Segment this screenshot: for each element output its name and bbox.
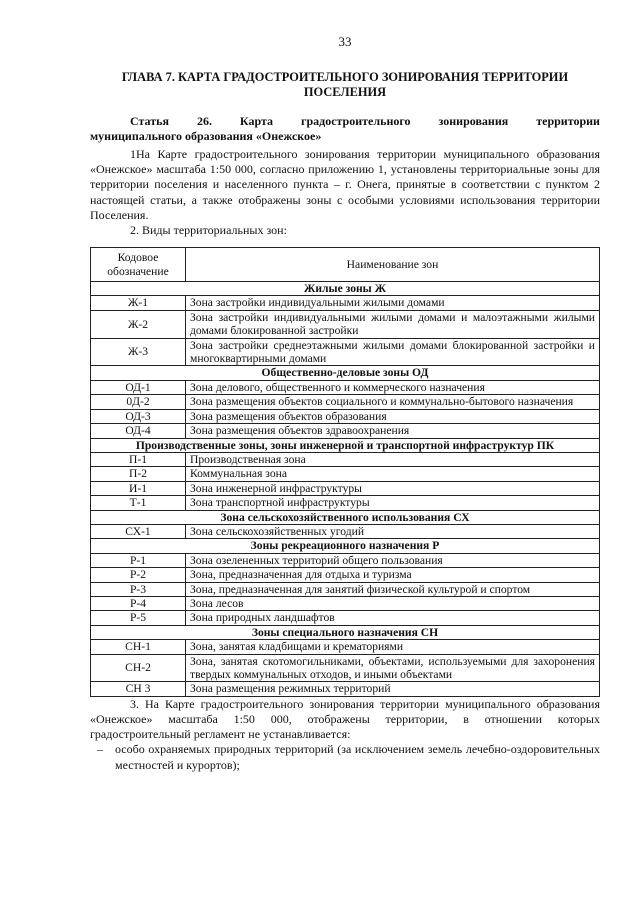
- paragraph-1: 1На Карте градостроительного зонирования территории муниципального образования «Онежское» масштаба 1:50 000, согласно приложению 1, установлены территориальные зоны для территории поселения и населенного пункта – г. Онега, принятые в соответствии с пунктом 2 настоящей статьи, а также отображены зоны с особыми условиями использования территории Поселения.: [90, 147, 600, 222]
- zone-code: Т-1: [91, 496, 186, 510]
- zone-code: СН-2: [91, 654, 186, 682]
- zone-group-title: Зона сельскохозяйственного использования СХ: [91, 510, 600, 524]
- zone-group-title: Производственные зоны, зоны инженерной и транспортной инфраструктур ПК: [91, 438, 600, 452]
- zone-name: Зона застройки среднеэтажными жилыми домами блокированной застройки и многоквартирными домами: [186, 338, 600, 366]
- table-row: [91, 596, 600, 610]
- zone-code: ОД-3: [91, 409, 186, 423]
- header-name: Наименование зон: [186, 248, 600, 282]
- zone-name: Зона застройки индивидуальными жилыми домами: [186, 296, 600, 310]
- zone-code: П-2: [91, 467, 186, 481]
- zone-name: Зона, предназначенная для отдыха и туризма: [186, 568, 600, 582]
- zone-group-title: Жилые зоны Ж: [91, 282, 600, 296]
- zone-code: П-1: [91, 452, 186, 466]
- zone-code: Р-2: [91, 568, 186, 582]
- table-group-row: [91, 282, 600, 296]
- zone-name: Производственная зона: [186, 452, 600, 466]
- zone-name: Зона застройки индивидуальными жилыми домами и малоэтажными жилыми домами блокированной застройки: [186, 310, 600, 338]
- document-page: [90, 34, 600, 773]
- dash-marker: –: [97, 742, 103, 757]
- article-word: Статья: [130, 114, 169, 128]
- list-item: [90, 742, 600, 772]
- table-row: [91, 611, 600, 625]
- zone-code: Р-1: [91, 553, 186, 567]
- table-row: [91, 553, 600, 567]
- zone-group-title: Зоны рекреационного назначения Р: [91, 539, 600, 553]
- table-group-row: [91, 366, 600, 380]
- zone-name: Зона размещения объектов социального и коммунально-бытового назначения: [186, 395, 600, 409]
- zone-code: СХ-1: [91, 524, 186, 538]
- zone-group-title: Зоны специального назначения СН: [91, 625, 600, 639]
- table-row: [91, 452, 600, 466]
- article-word: территории: [536, 114, 600, 128]
- table-row: [91, 682, 600, 696]
- zone-name: Зона, занятая скотомогильниками, объектами, используемыми для захоронения твердых коммунальных отходов, и иными объектами: [186, 654, 600, 682]
- zones-table-body: [91, 282, 600, 697]
- zone-code: ОД-4: [91, 424, 186, 438]
- table-row: [91, 409, 600, 423]
- zone-name: Зона лесов: [186, 596, 600, 610]
- table-group-row: [91, 510, 600, 524]
- article-word: Карта: [239, 114, 274, 128]
- zone-name: Зона размещения объектов образования: [186, 409, 600, 423]
- table-row: [91, 310, 600, 338]
- zone-code: Р-3: [91, 582, 186, 596]
- zone-name: Зона природных ландшафтов: [186, 611, 600, 625]
- table-row: [91, 654, 600, 682]
- zone-name: Зона инженерной инфраструктуры: [186, 481, 600, 495]
- article-word: 26.: [196, 114, 212, 128]
- table-row: [91, 640, 600, 654]
- zone-name: Зона делового, общественного и коммерческого назначения: [186, 380, 600, 394]
- article-word: зонирования: [438, 114, 509, 128]
- table-row: [91, 380, 600, 394]
- zone-code: Р-5: [91, 611, 186, 625]
- article-title-line2: муниципального образования «Онежское»: [90, 129, 322, 143]
- table-row: [91, 568, 600, 582]
- table-header-row: [91, 248, 600, 282]
- table-row: [91, 467, 600, 481]
- zone-code: Р-4: [91, 596, 186, 610]
- zone-code: И-1: [91, 481, 186, 495]
- paragraph-2: 2. Виды территориальных зон:: [130, 223, 287, 238]
- zone-code: СН 3: [91, 682, 186, 696]
- table-row: [91, 296, 600, 310]
- zone-name: Коммунальная зона: [186, 467, 600, 481]
- zone-code: Ж-2: [91, 310, 186, 338]
- page-number: 33: [338, 34, 352, 49]
- zones-table: [90, 247, 600, 697]
- zone-name: Зона озелененных территорий общего пользования: [186, 553, 600, 567]
- table-group-row: [91, 539, 600, 553]
- chapter-title: ГЛАВА 7. КАРТА ГРАДОСТРОИТЕЛЬНОГО ЗОНИРОВАНИЯ ТЕРРИТОРИИ ПОСЕЛЕНИЯ: [121, 70, 569, 99]
- zone-group-title: Общественно-деловые зоны ОД: [91, 366, 600, 380]
- table-group-row: [91, 438, 600, 452]
- zone-name: Зона размещения объектов здравоохранения: [186, 424, 600, 438]
- article-word: градостроительного: [301, 114, 411, 128]
- table-row: [91, 524, 600, 538]
- zone-name: Зона сельскохозяйственных угодий: [186, 524, 600, 538]
- zone-name: Зона, занятая кладбищами и крематориями: [186, 640, 600, 654]
- zone-code: СН-1: [91, 640, 186, 654]
- zone-code: Ж-1: [91, 296, 186, 310]
- paragraph-3: 3. На Карте градостроительного зонирования территории муниципального образования «Онежское» масштаба 1:50 000, отображены территории, в отношении которых градостроительный регламент не устанавливается:: [90, 696, 600, 742]
- table-group-row: [91, 625, 600, 639]
- zone-name: Зона размещения режимных территорий: [186, 682, 600, 696]
- table-row: [91, 582, 600, 596]
- zone-code: ОД-1: [91, 380, 186, 394]
- table-row: [91, 496, 600, 510]
- zone-name: Зона, предназначенная для занятий физической культурой и спортом: [186, 582, 600, 596]
- zone-code: Ж-3: [91, 338, 186, 366]
- article-title-line1: [90, 114, 600, 129]
- table-row: [91, 424, 600, 438]
- bullet-list: [90, 742, 600, 772]
- zone-name: Зона транспортной инфраструктуры: [186, 496, 600, 510]
- table-row: [91, 338, 600, 366]
- table-row: [91, 481, 600, 495]
- zone-code: 0Д-2: [91, 395, 186, 409]
- header-code: Кодовое обозначение: [91, 248, 186, 282]
- article-title: [90, 114, 600, 144]
- table-row: [91, 395, 600, 409]
- list-item-text: особо охраняемых природных территорий (за исключением земель лечебно-оздоровительных местностей и курортов);: [115, 742, 600, 772]
